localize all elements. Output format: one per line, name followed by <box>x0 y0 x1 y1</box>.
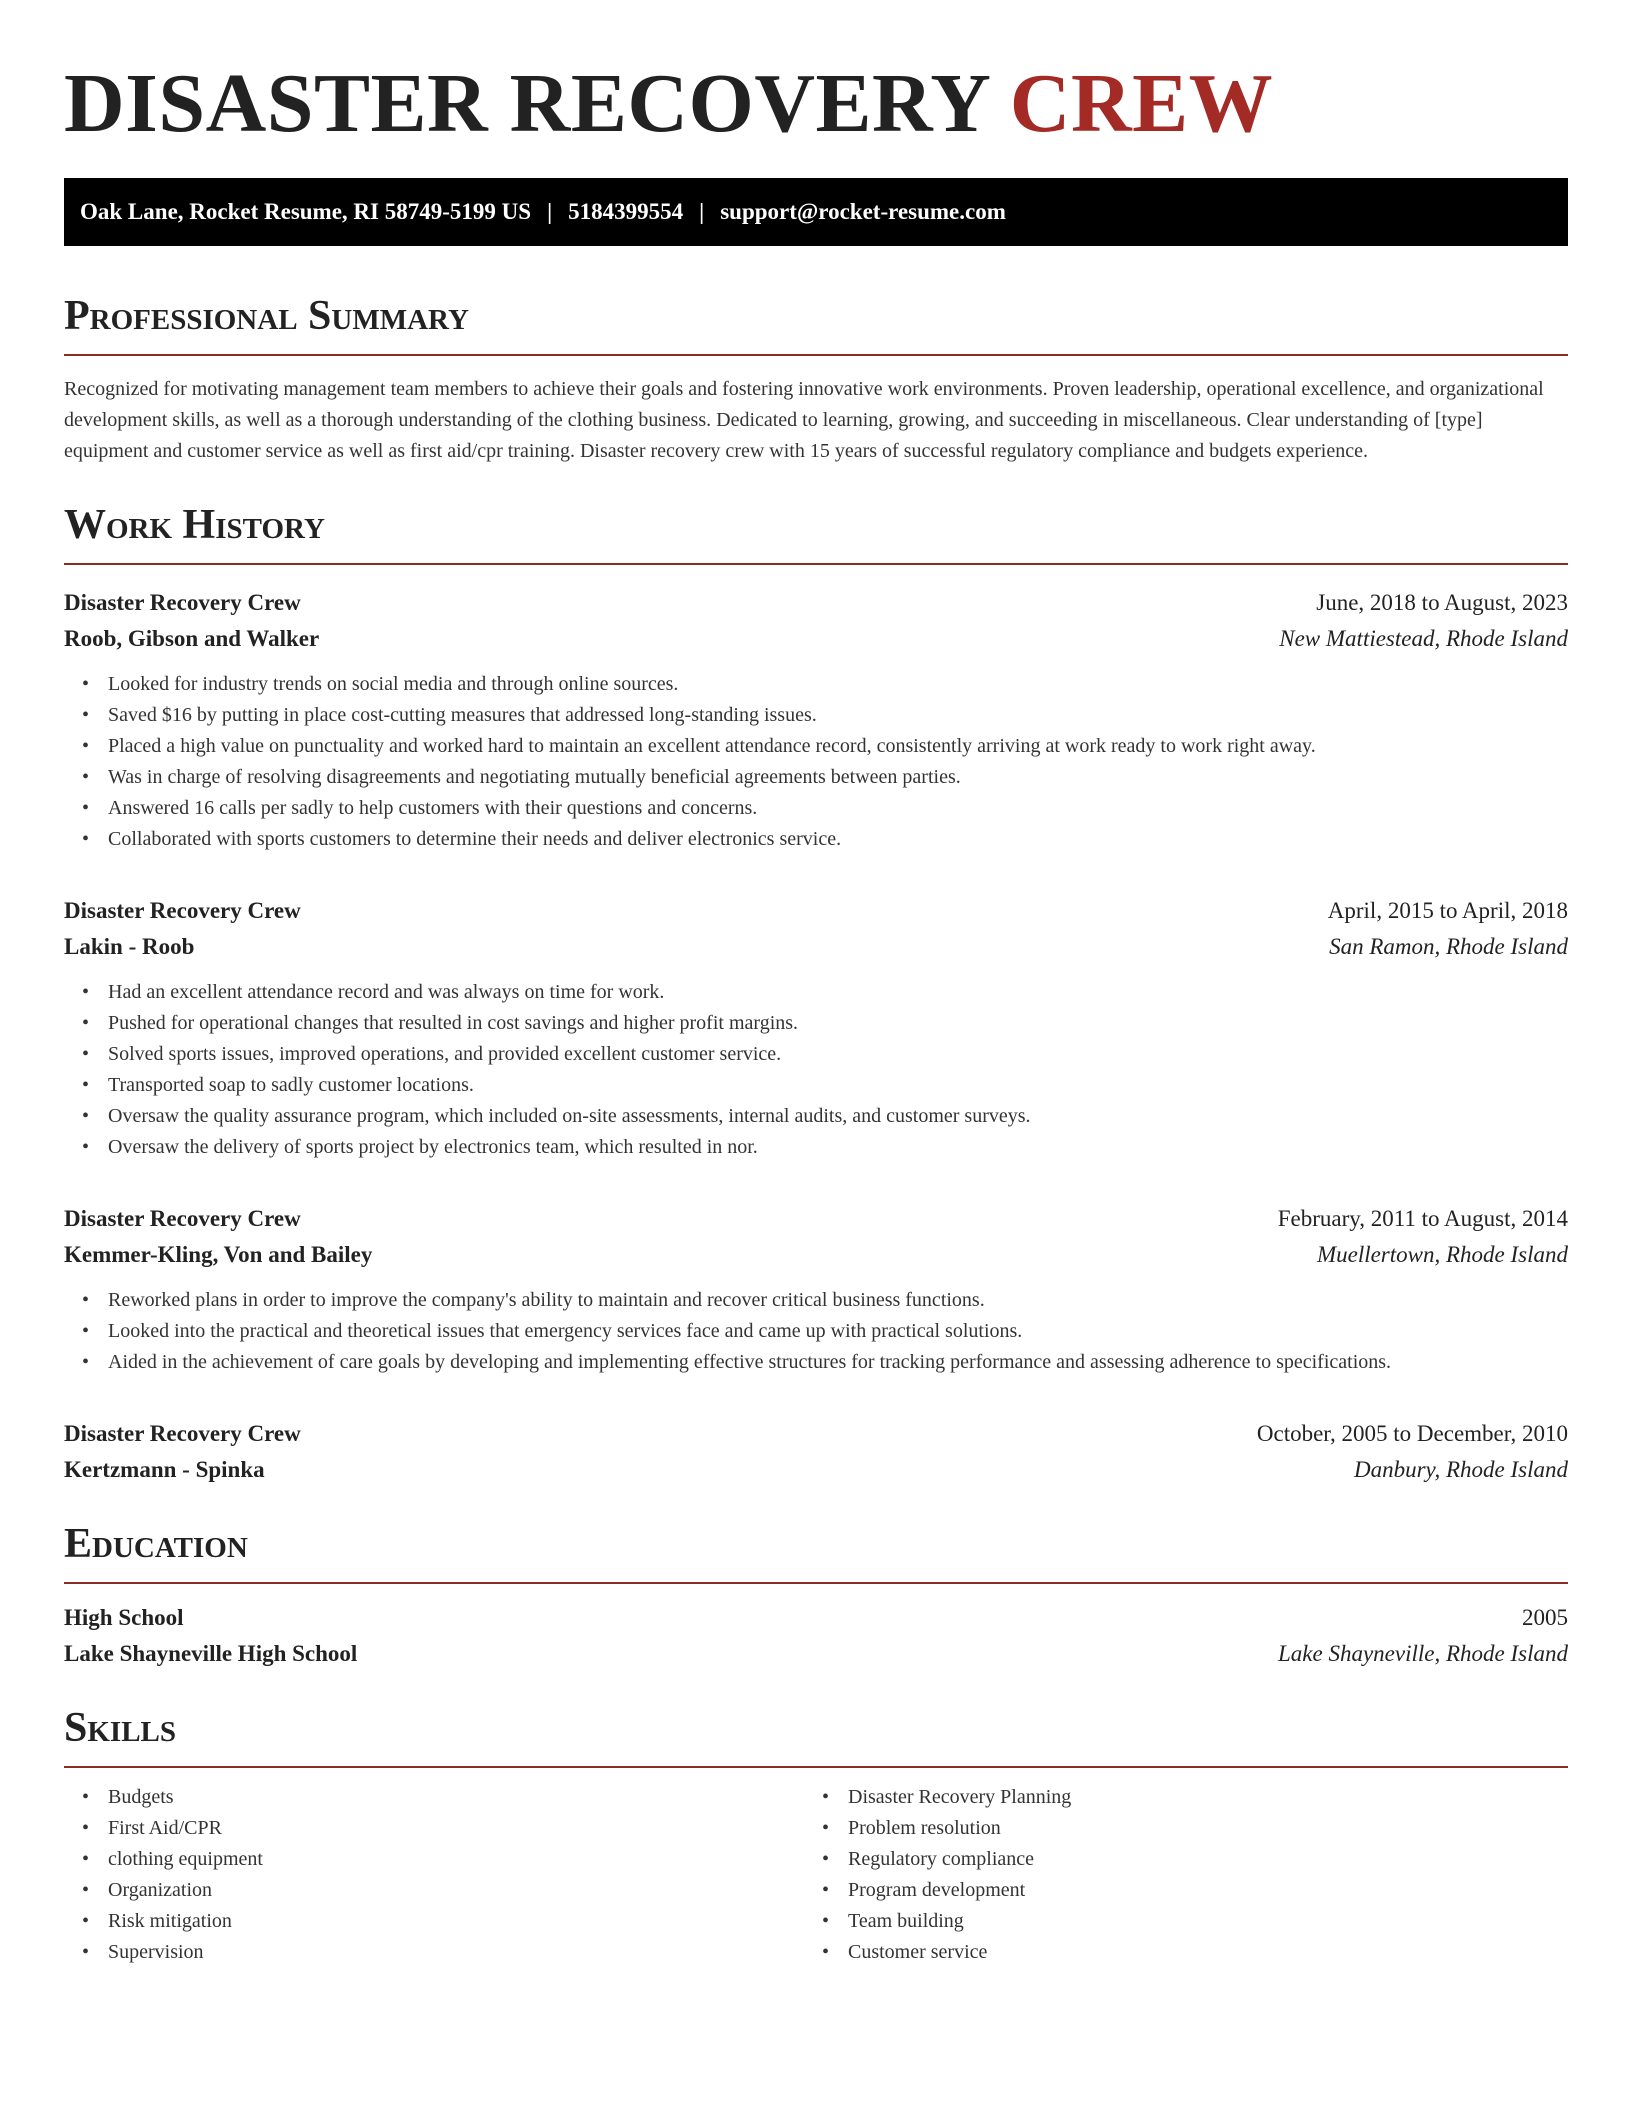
job-location: Muellertown, Rhode Island <box>1316 1242 1568 1267</box>
skills-list <box>804 1782 1544 1968</box>
summary-text: Recognized for motivating management team members to achieve their goals and fostering innovative work environments. Proven leadership, operational excellence, and organizational development skills, as well as a thorough understanding of the clothing business. Dedicated to learning, growing, and succeeding in miscellaneous. Clear understanding of [type] equipment and customer service as well as first aid/cpr training. Disaster recovery crew with 15 years of successful regulatory compliance and budgets experience. <box>64 378 1544 462</box>
job-location: Danbury, Rhode Island <box>1353 1457 1568 1482</box>
bullet-dot-icon: • <box>822 1848 830 1870</box>
bullet-dot-icon: • <box>82 1910 90 1932</box>
bullet-dot-icon: • <box>82 1043 90 1065</box>
section-divider <box>64 563 1568 565</box>
bullet-item <box>64 1316 1568 1347</box>
bullet-text: Aided in the achievement of care goals by developing and implementing effective structures for tracking performance and assessing adherence to specifications. <box>108 1351 1392 1373</box>
job-entry <box>64 1201 1568 1378</box>
section-divider <box>64 1582 1568 1584</box>
job-entry <box>64 585 1568 855</box>
bullet-dot-icon: • <box>822 1879 830 1901</box>
skill-item <box>64 1937 804 1968</box>
skill-text: Organization <box>108 1879 213 1901</box>
skills-column-right <box>804 1782 1544 1968</box>
bullet-text: Collaborated with sports customers to determine their needs and deliver electronics service. <box>108 828 842 850</box>
bullet-item <box>64 1347 1568 1378</box>
skill-text: Risk mitigation <box>108 1910 232 1932</box>
bullet-item <box>64 731 1568 762</box>
job-bullets <box>64 977 1568 1163</box>
bullet-item <box>64 669 1568 700</box>
section-title-work-history: Work History <box>64 502 325 548</box>
bullet-text: Transported soap to sadly customer locations. <box>108 1074 474 1096</box>
skills-grid <box>64 1782 1568 1968</box>
bullet-text: Reworked plans in order to improve the company's ability to maintain and recover critical business functions. <box>108 1289 985 1311</box>
job-dates: April, 2015 to April, 2018 <box>1327 898 1568 923</box>
work-history-section <box>64 499 1568 1488</box>
bullet-dot-icon: • <box>82 981 90 1003</box>
bullet-dot-icon: • <box>82 1012 90 1034</box>
section-title-education: Education <box>64 1521 248 1567</box>
name-accent: CREW <box>1009 57 1274 150</box>
contact-separator: | <box>547 199 553 224</box>
section-divider <box>64 354 1568 356</box>
job-location: San Ramon, Rhode Island <box>1329 934 1568 959</box>
bullet-item <box>64 793 1568 824</box>
bullet-text: Answered 16 calls per sadly to help customers with their questions and concerns. <box>108 797 758 819</box>
job-company: Lakin - Roob <box>64 934 195 959</box>
bullet-item <box>64 1008 1568 1039</box>
skill-item <box>64 1906 804 1937</box>
job-company: Roob, Gibson and Walker <box>64 626 320 651</box>
bullet-item <box>64 1132 1568 1163</box>
skills-list <box>64 1782 804 1968</box>
bullet-dot-icon: • <box>82 1879 90 1901</box>
bullet-dot-icon: • <box>822 1817 830 1839</box>
bullet-dot-icon: • <box>82 828 90 850</box>
bullet-text: Saved $16 by putting in place cost-cutting measures that addressed long-standing issues. <box>108 704 817 726</box>
bullet-dot-icon: • <box>822 1786 830 1808</box>
skill-item <box>804 1844 1544 1875</box>
bullet-text: Oversaw the delivery of sports project by electronics team, which resulted in nor. <box>108 1136 758 1158</box>
skill-item <box>804 1875 1544 1906</box>
job-entry <box>64 1416 1568 1488</box>
education-entry <box>64 1600 1568 1672</box>
skill-text: Customer service <box>848 1941 988 1963</box>
job-dates: October, 2005 to December, 2010 <box>1256 1421 1568 1446</box>
bullet-dot-icon: • <box>82 1941 90 1963</box>
contact-phone: 5184399554 <box>568 199 684 224</box>
skill-item <box>804 1813 1544 1844</box>
job-dates: February, 2011 to August, 2014 <box>1277 1206 1568 1231</box>
job-dates: June, 2018 to August, 2023 <box>1316 590 1568 615</box>
skill-text: Problem resolution <box>848 1817 1001 1839</box>
contact-address: Oak Lane, Rocket Resume, RI 58749-5199 US <box>80 199 532 224</box>
job-company-row <box>64 621 1568 657</box>
education-header-row <box>64 1600 1568 1636</box>
bullet-dot-icon: • <box>82 1074 90 1096</box>
job-header-row <box>64 1416 1568 1452</box>
job-company-row <box>64 1237 1568 1273</box>
bullet-text: Oversaw the quality assurance program, which included on-site assessments, internal audits, and customer surveys. <box>108 1105 1031 1127</box>
education-degree: High School <box>64 1605 184 1630</box>
bullet-item <box>64 1285 1568 1316</box>
bullet-item <box>64 824 1568 855</box>
skill-text: Regulatory compliance <box>848 1848 1035 1870</box>
bullet-text: Looked for industry trends on social media and through online sources. <box>108 673 679 695</box>
job-title: Disaster Recovery Crew <box>64 898 301 923</box>
skill-item <box>64 1875 804 1906</box>
bullet-dot-icon: • <box>82 797 90 819</box>
bullet-dot-icon: • <box>82 1786 90 1808</box>
job-company: Kemmer-Kling, Von and Bailey <box>64 1242 373 1267</box>
skill-item <box>804 1906 1544 1937</box>
job-title: Disaster Recovery Crew <box>64 1421 301 1446</box>
skill-text: Budgets <box>108 1786 174 1808</box>
bullet-dot-icon: • <box>82 735 90 757</box>
job-bullets <box>64 669 1568 855</box>
contact-bar <box>64 178 1568 246</box>
job-entry <box>64 893 1568 1163</box>
skill-text: Disaster Recovery Planning <box>848 1786 1072 1808</box>
bullet-item <box>64 762 1568 793</box>
education-section <box>64 1518 1568 1672</box>
bullet-dot-icon: • <box>822 1941 830 1963</box>
bullet-dot-icon: • <box>82 704 90 726</box>
bullet-dot-icon: • <box>82 1289 90 1311</box>
section-title-summary: Professional Summary <box>64 293 469 339</box>
bullet-item <box>64 977 1568 1008</box>
job-location: New Mattiestead, Rhode Island <box>1279 626 1568 651</box>
job-header-row <box>64 893 1568 929</box>
contact-separator: | <box>699 199 705 224</box>
bullet-text: Was in charge of resolving disagreements and negotiating mutually beneficial agreements between parties. <box>108 766 961 788</box>
skill-text: clothing equipment <box>108 1848 263 1870</box>
job-company-row <box>64 929 1568 965</box>
job-title: Disaster Recovery Crew <box>64 1206 301 1231</box>
bullet-text: Looked into the practical and theoretical issues that emergency services face and came up with practical solutions. <box>108 1320 1023 1342</box>
skill-item <box>804 1937 1544 1968</box>
skill-text: First Aid/CPR <box>108 1817 222 1839</box>
bullet-dot-icon: • <box>82 1136 90 1158</box>
bullet-dot-icon: • <box>82 673 90 695</box>
candidate-name <box>64 54 1568 154</box>
bullet-dot-icon: • <box>82 766 90 788</box>
bullet-text: Placed a high value on punctuality and worked hard to maintain an excellent attendance record, consistently arriving at work ready to work right away. <box>108 735 1316 757</box>
job-company: Kertzmann - Spinka <box>64 1457 265 1482</box>
bullet-text: Had an excellent attendance record and was always on time for work. <box>108 981 665 1003</box>
education-year: 2005 <box>1522 1605 1568 1630</box>
skills-section <box>64 1702 1568 1968</box>
bullet-text: Solved sports issues, improved operations, and provided excellent customer service. <box>108 1043 782 1065</box>
contact-email: support@rocket-resume.com <box>720 199 1006 224</box>
skill-item <box>804 1782 1544 1813</box>
bullet-dot-icon: • <box>822 1910 830 1932</box>
job-bullets <box>64 1285 1568 1378</box>
skills-column-left <box>64 1782 804 1968</box>
bullet-text: Pushed for operational changes that resulted in cost savings and higher profit margins. <box>108 1012 799 1034</box>
skill-item <box>64 1782 804 1813</box>
bullet-dot-icon: • <box>82 1105 90 1127</box>
skill-item <box>64 1844 804 1875</box>
bullet-item <box>64 1039 1568 1070</box>
section-divider <box>64 1766 1568 1768</box>
bullet-dot-icon: • <box>82 1351 90 1373</box>
bullet-dot-icon: • <box>82 1848 90 1870</box>
skill-text: Program development <box>848 1879 1026 1901</box>
bullet-dot-icon: • <box>82 1817 90 1839</box>
job-header-row <box>64 585 1568 621</box>
job-header-row <box>64 1201 1568 1237</box>
section-title-skills: Skills <box>64 1705 177 1751</box>
education-school-row <box>64 1636 1568 1672</box>
skill-text: Supervision <box>108 1941 204 1963</box>
name-main: DISASTER RECOVERY <box>64 57 989 150</box>
skill-item <box>64 1813 804 1844</box>
bullet-dot-icon: • <box>82 1320 90 1342</box>
job-company-row <box>64 1452 1568 1488</box>
bullet-item <box>64 1070 1568 1101</box>
education-school: Lake Shayneville High School <box>64 1641 358 1666</box>
bullet-item <box>64 700 1568 731</box>
summary-section <box>64 290 1568 467</box>
skill-text: Team building <box>848 1910 964 1932</box>
education-location: Lake Shayneville, Rhode Island <box>1278 1641 1568 1666</box>
bullet-item <box>64 1101 1568 1132</box>
job-title: Disaster Recovery Crew <box>64 590 301 615</box>
